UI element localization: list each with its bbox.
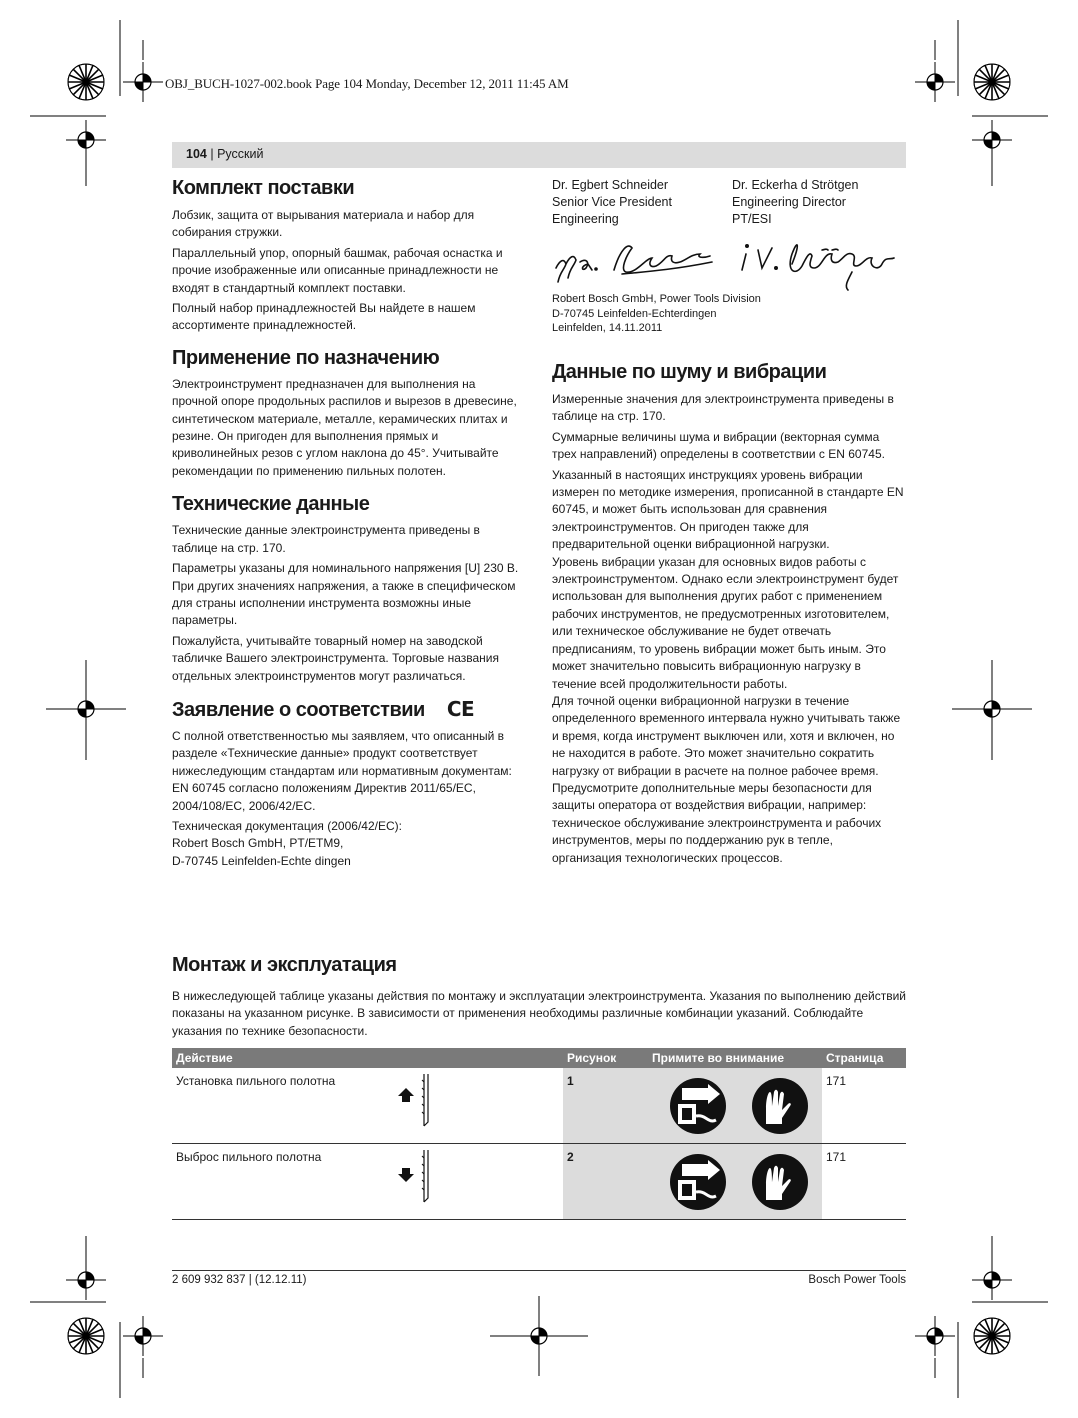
paragraph: Суммарные величины шума и вибрации (векторная сумма трех направлений) определены в соответствии с EN 60745. [552,429,885,462]
action-label: Выброс пильного полотна [176,1150,322,1164]
paragraph: С полной ответственностью мы заявляем, что описанный в разделе «Технические данные» продукт соответствует нижеследующим стандартам или нормативным документам: EN 60745 согласно положениям Директив 2011/65/EC, 2004/108/EC, 2006/42/EC. [172,728,512,813]
address-line: Leinfelden, 14.11.2011 [552,322,663,334]
section-title: Технические данные [172,493,370,516]
doc-line: Техническая документация (2006/42/EC): [172,818,402,833]
footer-brand: Bosch Power Tools [808,1274,906,1286]
registration-cross-icon [915,1316,955,1356]
signer-name: Dr. Egbert Schneider [552,178,669,192]
registration-cross-icon [123,62,163,102]
paragraph [172,818,524,870]
table-header-row [172,1048,906,1068]
paragraph: Электроинструмент предназначен для выполнения на прочной опоре продольных распилов и вырезов в древесине, синтетическом материале, металле, керамических плитах и резине. Он пригоден для выполнения прямых и криволинейных резов с углом наклона до 45°. Учитывайте рекомендации по применению пильных полотен. [172,376,517,478]
signer-role: Engineering Director [732,195,846,209]
paragraph: Технические данные электроинструмента приведены в таблице на стр. 170. [172,523,480,555]
paragraph: Измеренные значения для электроинструмента приведены в таблице на стр. 170. [552,392,894,424]
notes-cell [648,1068,822,1144]
paragraph: Для точной оценки вибрационной нагрузки в течение определенного временного интервала нужно учитывать также и время, когда инструмент выключен или, хотя и включен, но не находится в работе. Это может значительно сократить нагрузку от вибрации в расчете на полное рабочее время. [552,693,901,778]
section-title: Монтаж и эксплуатация [172,954,397,976]
section-title: Применение по назначению [172,346,440,369]
paragraph: Пожалуйста, учитывайте товарный номер на заводской табличке Вашего электроинструмента. Торговые названия отдельных электроинструментов могут различаться. [172,633,500,683]
left-column [172,176,524,870]
column-header: Действие [172,1048,563,1068]
action-cell [172,1144,563,1220]
paragraph: Уровень вибрации указан для основных видов работы с электроинструментом. Однако если электроинструмент будет использован для выполнения других работ с применением рабочих инструментов, не предусмотренных изготовителем, или техническое обслуживание не будет отвечать предписаниям, то уровень вибрации может быть иным. Это может значительно повысить вибрационную нагрузку в течение всей продолжительности работы. [552,554,899,691]
print-slug: OBJ_BUCH-1027-002.book Page 104 Monday, December 12, 2011 11:45 AM [165,76,569,91]
column-header: Страница [822,1048,906,1068]
page-number: 104 [186,147,207,161]
paragraph: Лобзик, защита от вырывания материала и набор для собирания стружки. [172,208,475,240]
action-cell [172,1068,563,1144]
registration-cross-icon [123,1316,163,1356]
table-row [172,1144,906,1220]
registration-cross-icon [915,62,955,102]
paragraph: Параметры указаны для номинального напряжения [U] 230 В. При других значениях напряжения, а также в специфическом для страны исполнении инструмента возможны иные параметры. [172,561,519,628]
column-header: Примите во внимание [648,1048,822,1068]
paragraph: Предусмотрите дополнительные меры безопасности для защиты оператора от воздействия вибрации, например: техническое обслуживание электроинструмента и рабочих инструментов, меры по поддержанию рук в тепле, организация технологических процессов. [552,780,882,865]
page-cell: 171 [822,1068,906,1144]
signer-dept: Engineering [552,212,619,226]
signer-name: Dr. Eckerha d Strötgen [732,178,859,192]
paragraph: Параллельный упор, опорный башмак, рабочая оснастка и прочие изображенные или описанные принадлежности не входят в стандартный комплект поставки. [172,245,503,295]
notes-cell [648,1144,822,1220]
paragraph: В нижеследующей таблице указаны действия по монтажу и эксплуатации электроинструмента. Указания по выполнению действий показаны на указанном рисунке. В зависимости от применения необходимы различные комбинации указаний. Соблюдайте указания по технике безопасности. [172,989,906,1038]
figure-cell: 1 [563,1068,648,1144]
section-title [172,697,524,722]
section-title: Комплект поставки [172,177,355,199]
ce-mark: CE [446,696,475,721]
doc-line: D-70745 Leinfelden-Echte dingen [172,853,351,868]
blade-eject-icon [396,1148,436,1204]
page-cell: 171 [822,1144,906,1220]
page-language: Русский [217,147,264,161]
paragraph: Указанный в настоящих инструкциях уровень вибрации измерен по методике измерения, прописанной в стандарте EN 60745, и может быть использован для сравнения электроинструментов. Он пригоден также для предварительной оценки вибрационной нагрузки. [552,467,904,552]
action-label: Установка пильного полотна [176,1074,336,1088]
signer-dept: PT/ESI [732,212,772,226]
doc-line: Robert Bosch GmbH, PT/ETM9, [172,836,344,851]
handwritten-signatures [552,232,912,292]
footer-divider [172,1270,906,1271]
section-title: Данные по шуму и вибрации [552,361,827,383]
section-title-text: Заявление о соответствии [172,698,425,721]
star-target-icon [68,1318,104,1354]
column-header: Рисунок [563,1048,648,1068]
star-target-icon [974,1318,1010,1354]
safety-icons [652,1150,812,1210]
unplug-icon [670,1154,726,1210]
company-address [552,292,761,336]
right-column [552,360,904,867]
unplug-icon [670,1078,726,1134]
footer-doc-number: 2 609 932 837 | (12.12.11) [172,1274,307,1286]
address-line: Robert Bosch GmbH, Power Tools Division [552,293,761,305]
table-row [172,1068,906,1144]
star-target-icon [974,64,1010,100]
safety-icons [652,1074,812,1134]
page-header-bar: 104 | Русский [172,142,906,168]
blade-insert-icon [396,1072,436,1128]
gloves-icon [752,1078,808,1134]
operations-table [172,1048,906,1220]
gloves-icon [752,1154,808,1210]
signer-role: Senior Vice President [552,195,672,209]
paragraph: Полный набор принадлежностей Вы найдете в нашем ассортименте принадлежностей. [172,301,476,333]
figure-cell: 2 [563,1144,648,1220]
star-target-icon [68,64,104,100]
address-line: D-70745 Leinfelden-Echterdingen [552,307,717,320]
